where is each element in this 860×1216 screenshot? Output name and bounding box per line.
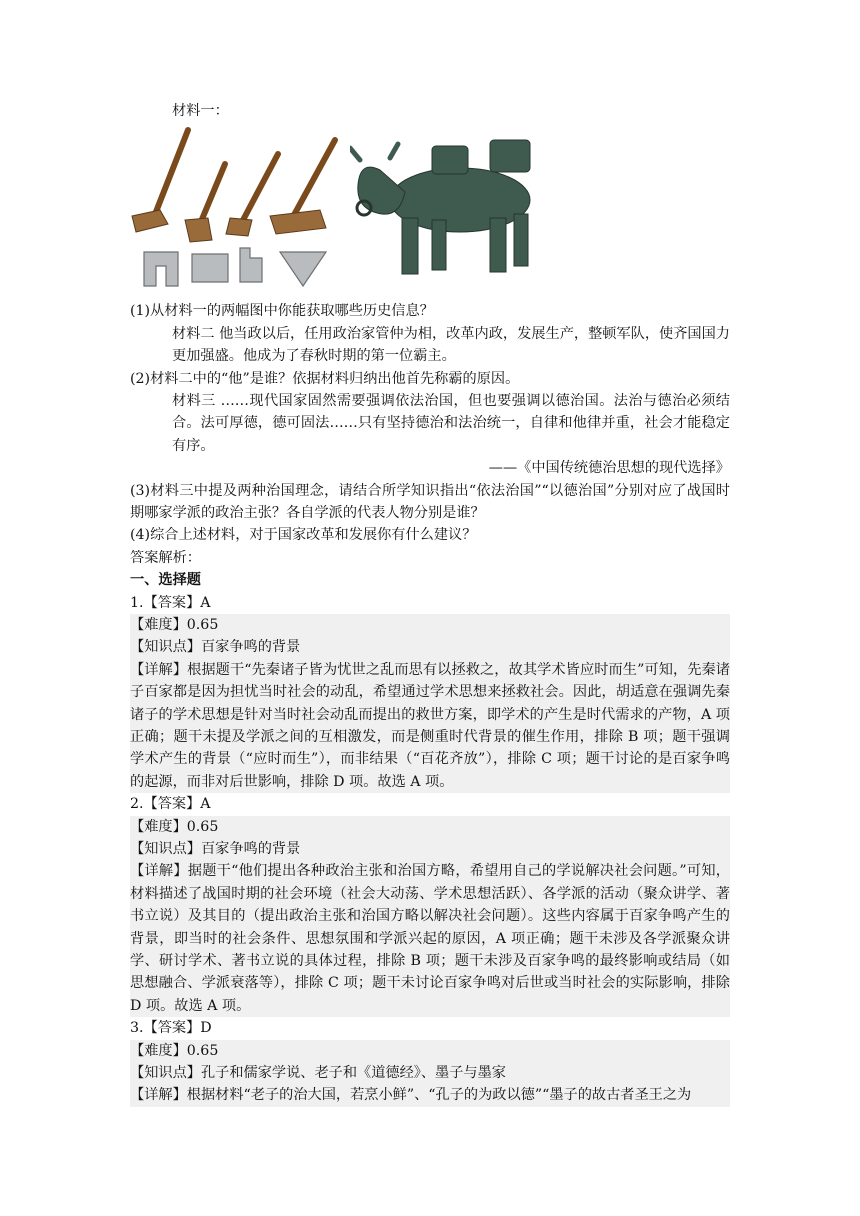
knowledge-line: 【知识点】百家争鸣的背景 (130, 639, 301, 656)
answer-item-1 (130, 592, 730, 794)
bronze-ox-vessel-image (350, 130, 550, 280)
material2-text: 材料二 他当政以后，任用政治家管仲为相，改革内政，发展生产，整顿军队，使齐国国力更加强盛。他成为了春秋时期的第一位霸主。 (172, 325, 730, 365)
document-page (130, 100, 730, 1107)
difficulty-line: 【难度】0.65 (130, 616, 219, 633)
difficulty-line: 【难度】0.65 (130, 818, 219, 835)
answer-line: 2.【答案】A (130, 796, 211, 813)
answer-item-3 (130, 1017, 730, 1107)
detail-paragraph: 【详解】根据材料“老子的治大国，若烹小鲜”、“孔子的为政以德”“墨子的故古者圣王之为 (130, 1087, 692, 1104)
difficulty-line: 【难度】0.65 (130, 1042, 219, 1059)
knowledge-line: 【知识点】孔子和儒家学说、老子和《道德经》、墨子与墨家 (130, 1064, 506, 1081)
material1-label: 材料一： (172, 103, 229, 119)
knowledge-line: 【知识点】百家争鸣的背景 (130, 840, 301, 857)
answer-line: 1.【答案】A (130, 594, 211, 611)
detail-paragraph: 【详解】据题干“他们提出各种政治主张和治国方略，希望用自己的学说解决社会问题。”可知，材料描述了战国时期的社会环境（社会大动荡、学术思想活跃）、各学派的活动（聚众讲学、著书立说）及其目的（提出政治主张和治国方略以解决社会问题）。这些内容属于百家争鸣产生的背景，即当时的社会条件、思想氛围和学派兴起的原因，A 项正确；题干未涉及各学派聚众讲学、研讨学术、著书立说的具体过程，排除 B 项；题干未涉及百家争鸣的最终影响或结局（如思想融合、学派衰落等），排除 C 项；题干未讨论百家争鸣对后世或当时社会的实际影响，排除 D 项。故选 A 项。 (130, 863, 730, 1014)
answer-heading: 答案解析： (130, 549, 201, 566)
iron-farm-tools-image (130, 124, 340, 292)
material1-figures (130, 124, 730, 296)
answer-item-2 (130, 793, 730, 1017)
answer-line: 3.【答案】D (130, 1020, 212, 1037)
section-heading: 一、选择题 (130, 572, 201, 589)
material3-text: 材料三 ……现代国家固然需要强调依法治国，但也要强调以德治国。法治与德治必须结合。法可厚德，德可固法……只有坚持德治和法治统一，自律和他律并重，社会才能稳定有序。 (172, 392, 730, 454)
question-2: (2)材料二中的“他”是谁？依据材料归纳出他首先称霸的原因。 (130, 370, 520, 387)
detail-paragraph: 【详解】根据题干“先秦诸子皆为忧世之乱而思有以拯救之，故其学术皆应时而生”可知，先秦诸子百家都是因为担忧当时社会的动乱，希望通过学术思想来拯救社会。因此，胡适意在强调先秦诸子的学术思想是针对当时社会动乱而提出的救世方案，即学术的产生是时代需求的产物，A 项正确；题干未提及学派之间的互相激发，而是侧重时代背景的催生作用，排除 B 项；题干强调学术产生的背景（“应时而生”），而非结果（“百花齐放”），排除 C 项；题干讨论的是百家争鸣的起源，而非对后世影响，排除 D 项。故选 A 项。 (130, 661, 730, 790)
question-1: (1)从材料一的两幅图中你能获取哪些历史信息？ (130, 303, 434, 320)
question-4: (4)综合上述材料，对于国家改革和发展你有什么建议？ (130, 527, 477, 544)
material3-source: ——《中国传统德治思想的现代选择》 (488, 460, 730, 477)
question-3: (3)材料三中提及两种治国理念，请结合所学知识指出“依法治国”“以德治国”分别对应了战国时期哪家学派的政治主张？各自学派的代表人物分别是谁？ (130, 482, 730, 521)
